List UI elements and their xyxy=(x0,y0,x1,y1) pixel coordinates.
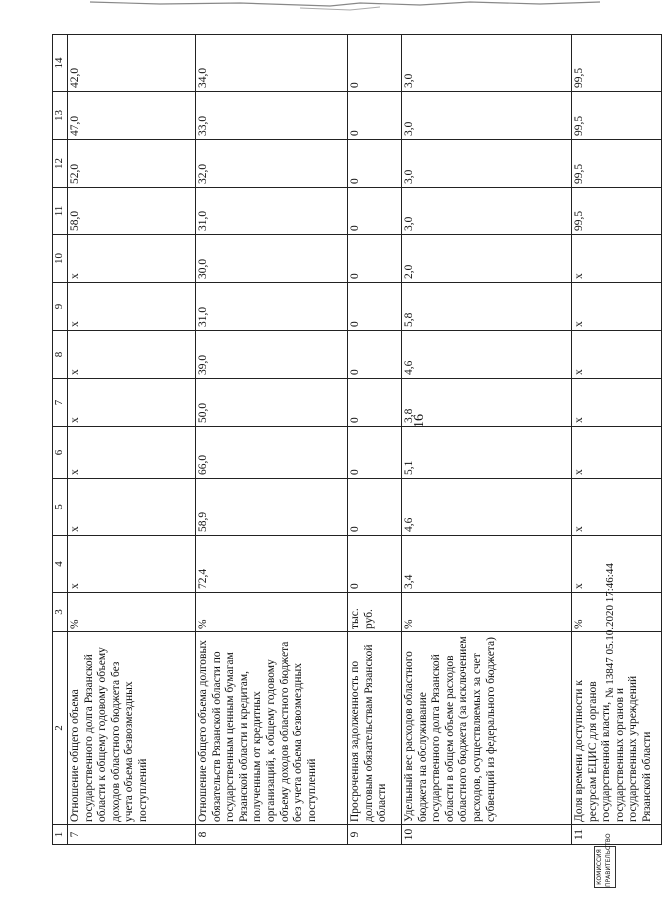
value-cell: x xyxy=(572,283,662,331)
value-cell: 31,0 xyxy=(196,188,348,235)
value-cell: x xyxy=(68,536,196,593)
value-cell: 72,4 xyxy=(196,536,348,593)
table-row xyxy=(68,35,196,845)
table-body xyxy=(53,35,662,845)
header-cell: 7 xyxy=(53,379,68,427)
row-number: 8 xyxy=(196,825,348,845)
value-cell: x xyxy=(68,379,196,427)
value-cell: 0 xyxy=(348,188,402,235)
table-row xyxy=(572,35,662,845)
header-cell: 11 xyxy=(53,188,68,235)
value-cell: x xyxy=(572,427,662,479)
value-cell: x xyxy=(572,235,662,283)
value-cell: 0 xyxy=(348,331,402,379)
value-cell: 0 xyxy=(348,427,402,479)
value-cell: 58,0 xyxy=(68,188,196,235)
value-cell: 99,5 xyxy=(572,35,662,92)
header-cell: 1 xyxy=(53,825,68,845)
value-cell: 4,6 xyxy=(402,479,572,536)
table-row xyxy=(402,35,572,845)
document-registration-stamp: № 13847 05.10.2020 17:46:44 xyxy=(604,563,616,698)
header-cell: 4 xyxy=(53,536,68,593)
value-cell: 30,0 xyxy=(196,235,348,283)
indicators-table xyxy=(52,34,662,845)
value-cell: 34,0 xyxy=(196,35,348,92)
value-cell: 66,0 xyxy=(196,427,348,479)
value-cell: 3,4 xyxy=(402,536,572,593)
value-cell: 99,5 xyxy=(572,188,662,235)
scan-artifact-top xyxy=(0,0,640,16)
row-number: 10 xyxy=(402,825,572,845)
row-number: 7 xyxy=(68,825,196,845)
value-cell: x xyxy=(68,479,196,536)
unit-cell: % xyxy=(196,593,348,632)
indicator-name: Отношение общего объема государственного долга Рязанской области к общему годовому объему доходов областного бюджета без учета объема безвозмездных поступлений xyxy=(68,632,196,825)
value-cell: 47,0 xyxy=(68,92,196,140)
indicator-name: Отношение общего объема долговых обязательств Рязанской области по государственным ценным бумагам Рязанской области и кредитам, полученным от кредитных организаций, к общему годовому объему доходов областного бюджета без учета объема безвозмездных поступлений xyxy=(196,632,348,825)
value-cell: 0 xyxy=(348,479,402,536)
value-cell: x xyxy=(572,479,662,536)
header-cell: 10 xyxy=(53,235,68,283)
value-cell: x xyxy=(68,331,196,379)
value-cell: 52,0 xyxy=(68,140,196,188)
value-cell: 0 xyxy=(348,283,402,331)
value-cell: x xyxy=(68,283,196,331)
value-cell: 42,0 xyxy=(68,35,196,92)
stamp-line: ПРАВИТЕЛЬСТВО xyxy=(605,833,612,887)
unit-cell: тыс. руб. xyxy=(348,593,402,632)
header-cell: 12 xyxy=(53,140,68,188)
value-cell: 33,0 xyxy=(196,92,348,140)
unit-cell: % xyxy=(68,593,196,632)
value-cell: 3,0 xyxy=(402,35,572,92)
value-cell: x xyxy=(572,536,662,593)
unit-cell: % xyxy=(572,593,662,632)
value-cell: x xyxy=(572,379,662,427)
header-cell: 5 xyxy=(53,479,68,536)
unit-cell: % xyxy=(402,593,572,632)
value-cell: 2,0 xyxy=(402,235,572,283)
header-cell: 13 xyxy=(53,92,68,140)
indicator-name: Просроченная задолженность по долговым обязательствам Рязанской области xyxy=(348,632,402,825)
header-cell: 2 xyxy=(53,632,68,825)
header-cell: 3 xyxy=(53,593,68,632)
row-number: 11 xyxy=(572,825,662,845)
value-cell: 58,9 xyxy=(196,479,348,536)
value-cell: 5,8 xyxy=(402,283,572,331)
value-cell: 0 xyxy=(348,35,402,92)
value-cell: x xyxy=(68,235,196,283)
value-cell: 3,0 xyxy=(402,92,572,140)
header-cell: 6 xyxy=(53,427,68,479)
header-cell: 8 xyxy=(53,331,68,379)
stamp-line: КОМИССИЯ xyxy=(596,849,603,885)
value-cell: 31,0 xyxy=(196,283,348,331)
value-cell: 99,5 xyxy=(572,92,662,140)
value-cell: 4,6 xyxy=(402,331,572,379)
value-cell: x xyxy=(572,331,662,379)
page-number: 16 xyxy=(412,414,427,428)
value-cell: 3,0 xyxy=(402,188,572,235)
header-cell: 9 xyxy=(53,283,68,331)
value-cell: 0 xyxy=(348,140,402,188)
value-cell: 3,8 xyxy=(402,379,572,427)
value-cell: 5,1 xyxy=(402,427,572,479)
value-cell: 0 xyxy=(348,536,402,593)
header-cell: 14 xyxy=(53,35,68,92)
value-cell: 32,0 xyxy=(196,140,348,188)
row-number: 9 xyxy=(348,825,402,845)
value-cell: 50,0 xyxy=(196,379,348,427)
table-row xyxy=(196,35,348,845)
value-cell: x xyxy=(68,427,196,479)
value-cell: 3,0 xyxy=(402,140,572,188)
table-row xyxy=(348,35,402,845)
indicator-name: Доля времени доступности к ресурсам ЕЦИС для органов государственной власти, государственных органов и государственных учреждений Рязанской области xyxy=(572,632,662,825)
value-cell: 0 xyxy=(348,235,402,283)
value-cell: 0 xyxy=(348,379,402,427)
value-cell: 99,5 xyxy=(572,140,662,188)
header-row xyxy=(53,35,68,845)
indicator-name: Удельный вес расходов областного бюджета на обслуживание государственного долга Рязанской области в общем объеме расходов областного бюджета (за исключением расходов, осуществляемых за счет субвенций из федерального бюджета) xyxy=(402,632,572,825)
value-cell: 0 xyxy=(348,92,402,140)
value-cell: 39,0 xyxy=(196,331,348,379)
seal-stamp xyxy=(594,833,616,888)
